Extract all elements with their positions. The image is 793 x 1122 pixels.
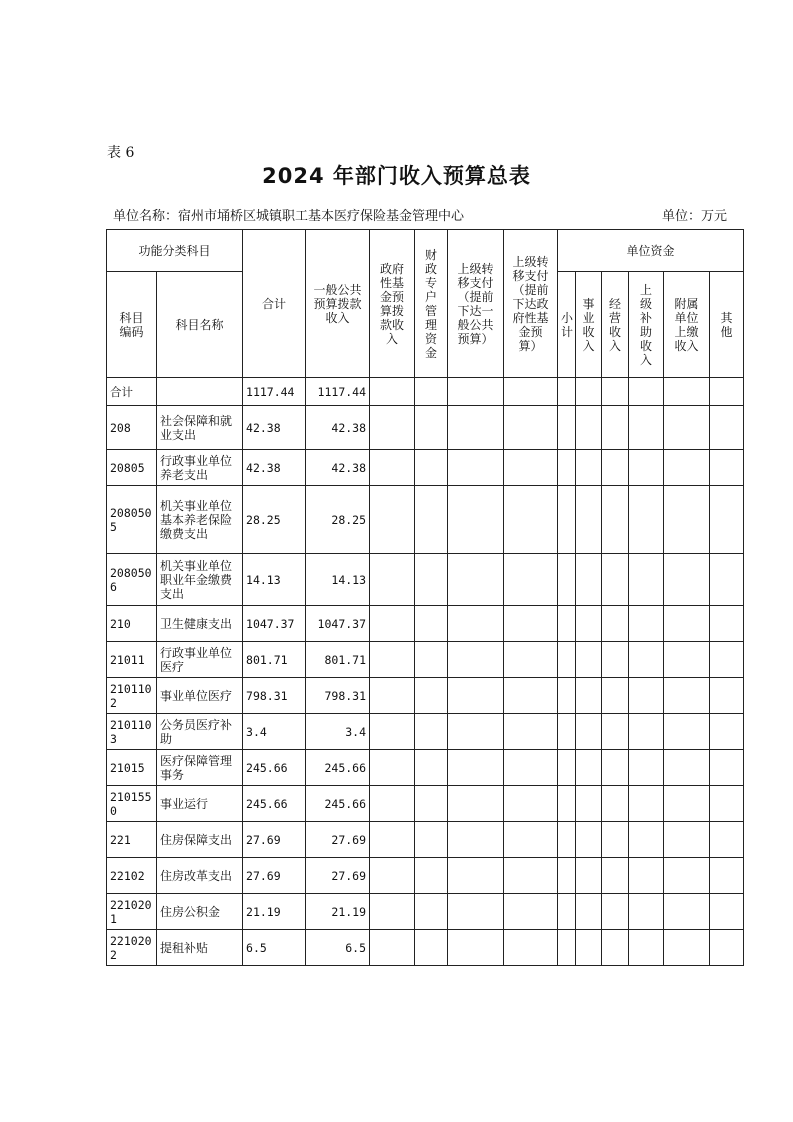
row-name: 住房公积金 [157,894,243,930]
empty-cell [710,750,744,786]
special-account-header: 财 政 专 户 管 理 资 金 [415,230,448,378]
empty-cell [370,858,415,894]
table-row [107,642,744,678]
empty-cell [415,642,448,678]
table-row [107,786,744,822]
empty-cell [558,378,576,406]
row-code: 2101103 [107,714,157,750]
empty-cell [710,486,744,554]
empty-cell [710,822,744,858]
empty-cell [602,894,629,930]
row-name: 事业运行 [157,786,243,822]
row-total: 42.38 [243,406,306,450]
row-code: 208 [107,406,157,450]
empty-cell [415,486,448,554]
row-code: 2210201 [107,894,157,930]
empty-cell [710,894,744,930]
subsidy-income-header: 上 级 补 助 收 入 [629,272,664,378]
row-total: 798.31 [243,678,306,714]
empty-cell [558,554,576,606]
empty-cell [448,642,504,678]
row-total: 245.66 [243,750,306,786]
row-general-budget: 42.38 [306,406,370,450]
row-total: 801.71 [243,642,306,678]
empty-cell [558,678,576,714]
empty-cell [602,378,629,406]
empty-cell [629,714,664,750]
empty-cell [664,930,710,966]
empty-cell [448,822,504,858]
row-name: 公务员医疗补助 [157,714,243,750]
row-name: 住房改革支出 [157,858,243,894]
row-total: 42.38 [243,450,306,486]
row-name: 卫生健康支出 [157,606,243,642]
empty-cell [415,378,448,406]
operation-income-header: 经 营 收 入 [602,272,629,378]
empty-cell [558,606,576,642]
empty-cell [558,486,576,554]
empty-cell [629,606,664,642]
empty-cell [629,554,664,606]
row-code: 22102 [107,858,157,894]
empty-cell [664,678,710,714]
row-total: 1047.37 [243,606,306,642]
empty-cell [558,858,576,894]
empty-cell [370,930,415,966]
row-name: 事业单位医疗 [157,678,243,714]
empty-cell [602,714,629,750]
empty-cell [710,642,744,678]
empty-cell [558,930,576,966]
empty-cell [629,486,664,554]
unit-funds-header: 单位资金 [558,230,744,272]
transfer-fund-header: 上级转 移支付 （提前 下达政 府性基 金预 算） [504,230,558,378]
empty-cell [664,406,710,450]
row-total: 27.69 [243,822,306,858]
budget-table [106,229,744,966]
code-header: 科目 编码 [107,272,157,378]
transfer-general-header: 上级转 移支付 （提前 下达一 般公共 预算） [448,230,504,378]
row-code: 221 [107,822,157,858]
empty-cell [370,606,415,642]
empty-cell [370,714,415,750]
empty-cell [664,858,710,894]
empty-cell [370,822,415,858]
empty-cell [370,678,415,714]
empty-cell [415,822,448,858]
empty-cell [558,714,576,750]
empty-cell [629,750,664,786]
empty-cell [558,894,576,930]
row-general-budget: 6.5 [306,930,370,966]
empty-cell [448,606,504,642]
row-general-budget: 1117.44 [306,378,370,406]
empty-cell [370,750,415,786]
table-row [107,406,744,450]
empty-cell [415,894,448,930]
empty-cell [576,714,602,750]
empty-cell [370,406,415,450]
empty-cell [370,378,415,406]
empty-cell [576,378,602,406]
empty-cell [370,642,415,678]
empty-cell [448,450,504,486]
row-total: 21.19 [243,894,306,930]
empty-cell [629,450,664,486]
empty-cell [504,894,558,930]
row-name: 机关事业单位基本养老保险缴费支出 [157,486,243,554]
row-general-budget: 245.66 [306,750,370,786]
table-row [107,714,744,750]
empty-cell [504,678,558,714]
general-budget-header: 一般公共 预算拨款 收入 [306,230,370,378]
empty-cell [576,822,602,858]
total-header: 合计 [243,230,306,378]
empty-cell [602,642,629,678]
empty-cell [504,786,558,822]
row-name: 提租补贴 [157,930,243,966]
empty-cell [602,554,629,606]
empty-cell [629,930,664,966]
empty-cell [370,554,415,606]
empty-cell [504,406,558,450]
row-general-budget: 27.69 [306,822,370,858]
empty-cell [710,930,744,966]
empty-cell [664,822,710,858]
empty-cell [415,554,448,606]
row-code: 2080506 [107,554,157,606]
empty-cell [602,822,629,858]
empty-cell [664,750,710,786]
empty-cell [664,378,710,406]
empty-cell [710,678,744,714]
empty-cell [448,406,504,450]
empty-cell [576,786,602,822]
table-row [107,378,744,406]
page-title: 2024 年部门收入预算总表 [262,164,531,188]
empty-cell [710,406,744,450]
empty-cell [504,486,558,554]
row-name: 行政事业单位养老支出 [157,450,243,486]
empty-cell [664,486,710,554]
table-number: 表 6 [107,145,135,161]
empty-cell [602,678,629,714]
empty-cell [576,678,602,714]
empty-cell [415,450,448,486]
row-code: 210 [107,606,157,642]
subtotal-header: 小 计 [558,272,576,378]
empty-cell [576,450,602,486]
row-total: 14.13 [243,554,306,606]
empty-cell [710,606,744,642]
row-name [157,378,243,406]
empty-cell [448,786,504,822]
empty-cell [415,714,448,750]
empty-cell [558,450,576,486]
empty-cell [448,554,504,606]
row-code: 21011 [107,642,157,678]
unit-name: 单位名称：宿州市埇桥区城镇职工基本医疗保险基金管理中心 [113,209,465,224]
empty-cell [629,894,664,930]
row-general-budget: 42.38 [306,450,370,486]
empty-cell [664,450,710,486]
row-general-budget: 798.31 [306,678,370,714]
empty-cell [629,822,664,858]
row-total: 3.4 [243,714,306,750]
empty-cell [576,406,602,450]
other-income-header: 其 他 [710,272,744,378]
empty-cell [602,786,629,822]
empty-cell [558,750,576,786]
empty-cell [504,714,558,750]
empty-cell [415,606,448,642]
table-row [107,858,744,894]
table-row [107,486,744,554]
empty-cell [664,642,710,678]
empty-cell [664,786,710,822]
empty-cell [448,894,504,930]
empty-cell [415,750,448,786]
empty-cell [602,486,629,554]
affiliated-income-header: 附属 单位 上缴 收入 [664,272,710,378]
row-code: 20805 [107,450,157,486]
empty-cell [629,378,664,406]
empty-cell [504,930,558,966]
empty-cell [602,858,629,894]
row-name: 医疗保障管理事务 [157,750,243,786]
empty-cell [576,606,602,642]
empty-cell [710,450,744,486]
empty-cell [448,714,504,750]
row-code: 2210202 [107,930,157,966]
row-general-budget: 14.13 [306,554,370,606]
row-name: 机关事业单位职业年金缴费支出 [157,554,243,606]
table-row [107,606,744,642]
business-income-header: 事 业 收 入 [576,272,602,378]
empty-cell [576,858,602,894]
empty-cell [664,714,710,750]
row-name: 行政事业单位医疗 [157,642,243,678]
empty-cell [504,750,558,786]
empty-cell [629,678,664,714]
empty-cell [558,406,576,450]
empty-cell [504,822,558,858]
empty-cell [415,406,448,450]
empty-cell [710,786,744,822]
empty-cell [602,930,629,966]
empty-cell [558,822,576,858]
table-row [107,750,744,786]
empty-cell [448,678,504,714]
table-row [107,678,744,714]
row-total: 245.66 [243,786,306,822]
empty-cell [664,554,710,606]
empty-cell [448,930,504,966]
table-row [107,822,744,858]
empty-cell [448,858,504,894]
func-group-header: 功能分类科目 [107,230,243,272]
empty-cell [504,554,558,606]
row-general-budget: 28.25 [306,486,370,554]
empty-cell [504,378,558,406]
empty-cell [370,486,415,554]
row-code: 2101102 [107,678,157,714]
empty-cell [710,858,744,894]
row-code: 2101550 [107,786,157,822]
table-row [107,450,744,486]
row-general-budget: 1047.37 [306,606,370,642]
unit-label: 单位：万元 [662,209,728,224]
row-general-budget: 21.19 [306,894,370,930]
empty-cell [415,858,448,894]
empty-cell [629,642,664,678]
row-total: 1117.44 [243,378,306,406]
row-name: 住房保障支出 [157,822,243,858]
row-general-budget: 3.4 [306,714,370,750]
empty-cell [602,450,629,486]
empty-cell [664,894,710,930]
empty-cell [602,750,629,786]
empty-cell [504,858,558,894]
table-row [107,930,744,966]
empty-cell [370,450,415,486]
empty-cell [710,554,744,606]
empty-cell [504,450,558,486]
row-code: 2080505 [107,486,157,554]
row-general-budget: 27.69 [306,858,370,894]
empty-cell [576,750,602,786]
empty-cell [415,678,448,714]
empty-cell [602,606,629,642]
row-name: 社会保障和就业支出 [157,406,243,450]
empty-cell [504,642,558,678]
row-total: 6.5 [243,930,306,966]
empty-cell [415,930,448,966]
row-total: 28.25 [243,486,306,554]
row-code: 合计 [107,378,157,406]
empty-cell [576,642,602,678]
empty-cell [602,406,629,450]
gov-fund-header: 政府 性基 金预 算拨 款收 入 [370,230,415,378]
empty-cell [710,714,744,750]
empty-cell [629,786,664,822]
empty-cell [370,894,415,930]
empty-cell [576,554,602,606]
name-header: 科目名称 [157,272,243,378]
row-general-budget: 245.66 [306,786,370,822]
empty-cell [504,606,558,642]
empty-cell [664,606,710,642]
row-general-budget: 801.71 [306,642,370,678]
empty-cell [558,786,576,822]
empty-cell [629,406,664,450]
row-total: 27.69 [243,858,306,894]
row-code: 21015 [107,750,157,786]
empty-cell [415,786,448,822]
table-row [107,554,744,606]
empty-cell [629,858,664,894]
table-row [107,894,744,930]
empty-cell [558,642,576,678]
empty-cell [448,486,504,554]
empty-cell [576,894,602,930]
empty-cell [576,930,602,966]
empty-cell [576,486,602,554]
empty-cell [370,786,415,822]
empty-cell [448,750,504,786]
empty-cell [710,378,744,406]
empty-cell [448,378,504,406]
